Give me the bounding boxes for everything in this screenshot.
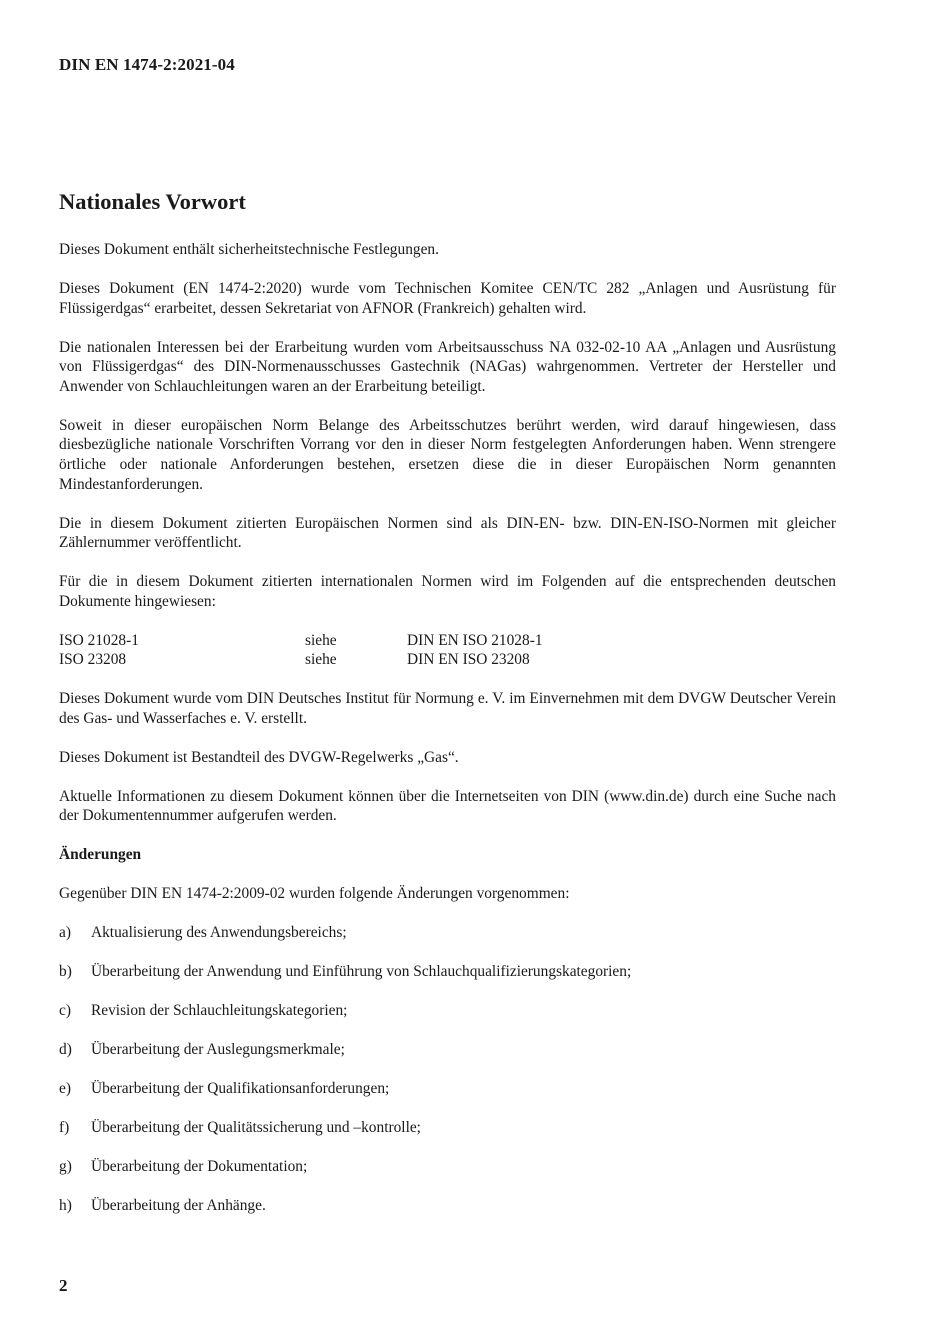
list-marker: e) xyxy=(59,1080,71,1098)
list-marker: b) xyxy=(59,963,72,981)
paragraph-din-dvgw: Dieses Dokument wurde vom DIN Deutsches Institut für Normung e. V. im Einvernehmen mit dem DVGW Deutscher Verein des Gas- und Wasserfaches e. V. erstellt. xyxy=(59,690,836,727)
list-item-text: Überarbeitung der Auslegungsmerkmale; xyxy=(91,1041,345,1059)
list-item xyxy=(59,1196,836,1216)
changes-intro: Gegenüber DIN EN 1474-2:2009-02 wurden folgende Änderungen vorgenommen: xyxy=(59,885,570,903)
document-identifier: DIN EN 1474-2:2021-04 xyxy=(59,55,235,74)
list-marker: c) xyxy=(59,1002,71,1020)
page-content xyxy=(59,187,836,1235)
page-number: 2 xyxy=(59,1276,68,1295)
list-item xyxy=(59,1157,836,1177)
norm-reference-row xyxy=(59,650,836,670)
din-norm: DIN EN ISO 21028-1 xyxy=(407,631,543,649)
list-marker: g) xyxy=(59,1158,72,1176)
changes-list xyxy=(59,923,836,1215)
paragraph-committee: Dieses Dokument (EN 1474-2:2020) wurde vom Technischen Komitee CEN/TC 282 „Anlagen und Ausrüstung für Flüssigerdgas“ erarbeitet, dessen Sekretariat von AFNOR (Frankreich) gehalten wird. xyxy=(59,279,836,317)
paragraph-occupational-safety: Soweit in dieser europäischen Norm Belange des Arbeitsschutzes berührt werden, wird darauf hingewiesen, dass diesbezügliche nationale Vorschriften Vorrang vor den in dieser Norm festgelegten Anforderungen haben. Wenn strengere örtliche oder nationale Anforderungen bestehen, ersetzen diese die in dieser Europäischen Norm genannten Mindestanforderungen. xyxy=(59,416,836,493)
paragraph-safety: Dieses Dokument enthält sicherheitstechnische Festlegungen. xyxy=(59,241,439,258)
list-item-text: Überarbeitung der Anhänge. xyxy=(91,1197,266,1215)
norm-reference-row xyxy=(59,631,836,651)
norm-reference-table xyxy=(59,631,836,670)
list-item-text: Überarbeitung der Anwendung und Einführung von Schlauchqualifizierungskategorien; xyxy=(91,963,632,981)
list-item-text: Überarbeitung der Qualifikationsanforderungen; xyxy=(91,1080,390,1098)
siehe-label: siehe xyxy=(305,631,337,649)
paragraph-international-norms: Für die in diesem Dokument zitierten internationalen Normen wird im Folgenden auf die entsprechenden deutschen Dokumente hingewiesen: xyxy=(59,573,836,610)
list-item xyxy=(59,962,836,982)
paragraph-dvgw-regelwerk: Dieses Dokument ist Bestandteil des DVGW-Regelwerks „Gas“. xyxy=(59,748,459,766)
paragraph-national-interests: Die nationalen Interessen bei der Erarbeitung wurden vom Arbeitsausschuss NA 032-02-10 AA „Anlagen und Ausrüstung von Flüssigerdgas“ des DIN-Normenausschusses Gastechnik (NAGas) wahrgenommen. Vertreter der Hersteller und Anwender von Schlauchleitungen waren an der Erarbeitung beteiligt. xyxy=(59,338,836,395)
din-norm: DIN EN ISO 23208 xyxy=(407,651,530,669)
iso-norm: ISO 23208 xyxy=(59,651,127,669)
list-item-text: Aktualisierung des Anwendungsbereichs; xyxy=(91,924,347,942)
list-item xyxy=(59,1001,836,1021)
list-marker: a) xyxy=(59,924,71,942)
list-item-text: Überarbeitung der Qualitätssicherung und –kontrolle; xyxy=(91,1119,421,1137)
list-item-text: Revision der Schlauchleitungskategorien; xyxy=(91,1002,348,1020)
list-item xyxy=(59,1040,836,1060)
paragraph-european-norms: Die in diesem Dokument zitierten Europäischen Normen sind als DIN-EN- bzw. DIN-EN-ISO-Normen mit gleicher Zählernummer veröffentlicht. xyxy=(59,514,836,552)
list-marker: f) xyxy=(59,1119,70,1137)
changes-heading: Änderungen xyxy=(59,846,142,864)
list-item xyxy=(59,923,836,943)
list-item-text: Überarbeitung der Dokumentation; xyxy=(91,1158,308,1176)
list-item xyxy=(59,1079,836,1099)
iso-norm: ISO 21028-1 xyxy=(59,631,139,649)
page-title: Nationales Vorwort xyxy=(59,189,246,214)
paragraph-current-info: Aktuelle Informationen zu diesem Dokument können über die Internetseiten von DIN (www.din.de) durch eine Suche nach der Dokumentennummer aufgerufen werden. xyxy=(59,787,836,825)
list-item xyxy=(59,1118,836,1138)
list-marker: h) xyxy=(59,1197,72,1215)
list-marker: d) xyxy=(59,1041,72,1059)
siehe-label: siehe xyxy=(305,651,337,669)
